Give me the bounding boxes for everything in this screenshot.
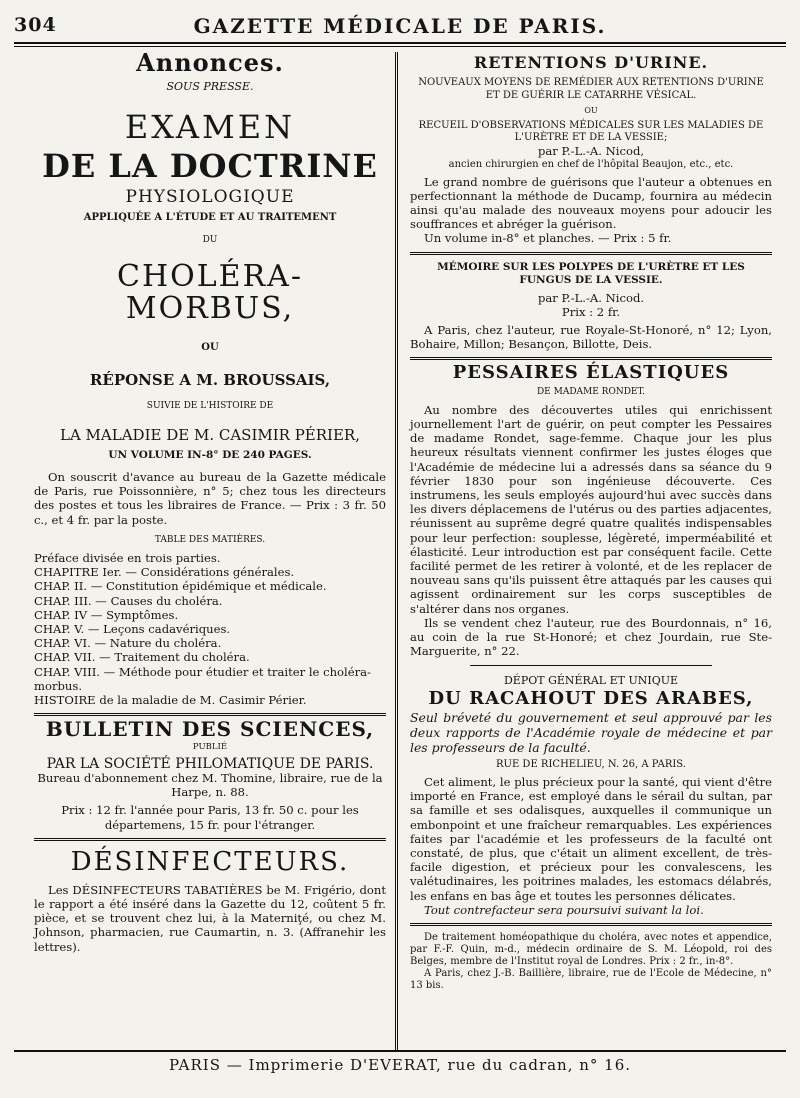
section-rule — [410, 252, 772, 255]
retentions-title: RETENTIONS D'URINE. — [473, 53, 709, 72]
cholera-title: CHOLÉRA-MORBUS, — [117, 259, 303, 327]
prix-bulletin: Prix : 12 fr. l'année pour Paris, 13 fr. 50 c. pour les départemens, 15 fr. pour l'étranger. — [61, 803, 359, 832]
running-header — [14, 12, 786, 42]
section-rule — [410, 357, 772, 360]
traitement-notice: De traitement homéopathique du choléra, avec notes et appendice, par F.-F. Quin, m-d., médecin ordinaire de S. M. Léopold, roi des Belges, membre de l'Institut royal de Londres. Prix : 2 fr., in-8°. — [410, 931, 772, 967]
table-of-contents — [34, 551, 386, 707]
volume-info: UN VOLUME IN-8° DE 240 PAGES. — [108, 448, 312, 461]
toc-item: CHAP. III. — Causes du choléra. — [34, 593, 223, 608]
pessaires-title: PESSAIRES ÉLASTIQUES — [452, 362, 730, 384]
ancien-chirurgien: ancien chirurgien en chef de l'hôpital Beaujon, etc., etc. — [448, 158, 734, 170]
paris-address: A Paris, chez l'auteur, rue Royale-St-Honoré, n° 12; Lyon, Bohaire, Millon; Besançon, Billotte, Deis. — [410, 323, 772, 352]
du-label: DU — [202, 234, 218, 245]
toc-item: CHAP. V. — Leçons cadavériques. — [34, 622, 231, 637]
header-rule — [14, 42, 786, 44]
bureau-text: Bureau d'abonnement chez M. Thomine, libraire, rue de la Harpe, n. 88. — [37, 770, 383, 800]
toc-item: CHAPITRE Ier. — Considérations générales. — [34, 565, 295, 580]
desinfecteurs-text: Les DÉSINFECTEURS TABATIÈRES be M. Frigério, dont le rapport a été inséré dans la Gazette du 12, coûtent 5 fr. pièce, et se trouvent chez lui, à la Materniţé, ou chez M. Johnson, pharmacien, rue Caumartin, n. 3. (Affranehir les lettres). — [34, 882, 386, 954]
vendent-text: Ils se vendent chez l'auteur, rue des Bourdonnais, n° 16, au coin de la rue St-Honoré; et chez Jourdain, rue Ste-Marguerite, n° 22. — [410, 615, 772, 659]
depot-label: DÉPOT GÉNÉRAL ET UNIQUE — [503, 673, 679, 687]
souscription-text: On souscrit d'avance au bureau de la Gazette médicale de Paris, rue Poissonnière, n° 5; chez tous les directeurs des postes et tous les libraires de France. — Prix : 3 fr. 50 c., et 4 fr. par la poste. — [34, 470, 386, 527]
section-rule — [470, 665, 712, 666]
left-column — [34, 48, 386, 954]
physiologique: PHYSIOLOGIQUE — [125, 187, 295, 208]
sous-presse: SOUS PRESSE. — [166, 80, 254, 94]
annonces-heading: Annonces. — [136, 48, 284, 77]
page-number: 304 — [14, 14, 57, 36]
suivie-label: SUIVIE DE L'HISTOIRE DE — [146, 401, 274, 412]
toc-item: CHAP. VII. — Traitement du choléra. — [34, 650, 250, 665]
section-rule — [410, 923, 772, 926]
toc-item: CHAP. VI. — Nature du choléra. — [34, 636, 222, 651]
bailliere-notice: A Paris, chez J.-B. Baillière, libraire, rue de l'Ecole de Médecine, n° 13 bis. — [410, 967, 772, 991]
toc-item: Préface divisée en trois parties. — [34, 551, 221, 566]
appliquee: APPLIQUÉE A L'ÉTUDE ET AU TRAITEMENT — [83, 211, 337, 223]
header-rule-thin — [14, 46, 786, 47]
reponse-title: RÉPONSE A M. BROUSSAIS, — [89, 371, 331, 390]
aliment-text: Cet aliment, le plus précieux pour la santé, qui vient d'être importé en France, est employé dans le sérail du sultan, par sa famille et ses odalisques, auxquelles il communique un embonpoint et une fraîcheur remarquables. Les expériences faites par l'académie et les professeurs de la faculté ont constaté, de plus, que c'était un aliment excellent, de très-facile digestion, et précieux pour les convalescens, les valétudinaires, les poitrines malades, les estomacs délabrés, les enfans en bas âge et toutes les personnes délicates. — [410, 774, 772, 903]
nouveaux-moyens: NOUVEAUX MOYENS DE REMÉDIER AUX RETENTIONS D'URINE ET DE GUÉRIR LE CATARRHE VÉSICAL. — [418, 77, 764, 102]
section-rule — [34, 713, 386, 716]
seul-breveté: Seul bréveté du gouvernement et seul approuvé par les deux rapports de l'Académie royale de médecine et par les professeurs de la faculté. — [410, 709, 772, 755]
pessaires-text: Au nombre des découvertes utiles qui enrichissent journellement l'art de guérir, on peut compter les Pessaires de madame Rondet, sage-femme. Chaque jour les plus heureux résultats viennent confirmer les justes éloges que l'Académie de médecine lui a adressés dans sa séance du 9 février 1830 pour son ingénieuse découverte. Ces instrumens, les seuls employés aujourd'hui avec succès dans les divers déplacemens de l'utérus ou des parties adjacentes, réunissent au suprême degré quatre qualités indispensables pour leur perfection: souplesse, légèreté, imperméabilité et élasticité. Leur introduction est par conséquent facile. Cette facilité permet de les retirer à volonté, et de les replacer de nouveau sans qu'ils puissent être attaqués par les causes qui agissent ordinairement sur les corps susceptibles de s'altérer dans nos organes. — [410, 402, 772, 616]
toc-item: CHAP. IV — Symptômes. — [34, 607, 179, 622]
author-nicod-2: par P.-L.-A. Nicod. — [537, 290, 645, 305]
guerisons-text: Le grand nombre de guérisons que l'auteur a obtenues en perfectionnant la méthode de Ducamp, fournira au médecin ainsi qu'au malade des nouveaux moyens pour adoucir les souffrances et abréger la guérison. — [410, 174, 772, 232]
imprint-footer: PARIS — Imprimerie D'EVERAT, rue du cadran, n° 16. — [168, 1056, 632, 1074]
toc-item: HISTOIRE de la maladie de M. Casimir Périer. — [34, 693, 307, 708]
journal-title: GAZETTE MÉDICALE DE PARIS. — [193, 14, 607, 38]
toc-item: CHAP. VIII. — Méthode pour étudier et traiter le choléra-morbus. — [34, 664, 371, 693]
bulletin-title: BULLETIN DES SCIENCES, — [45, 717, 375, 742]
recueil-text: RECUEIL D'OBSERVATIONS MÉDICALES SUR LES MALADIES DE L'URÈTRE ET DE LA VESSIE; — [418, 120, 764, 144]
table-title: TABLE DES MATIÈRES. — [154, 534, 266, 545]
column-divider — [395, 52, 398, 1052]
author-nicod: par P.-L.-A. Nicod, — [537, 144, 645, 159]
publie-label: PUBLIÉ — [192, 742, 228, 753]
ou-label-right: OU — [584, 106, 598, 116]
richelieu-address: RUE DE RICHELIEU, N. 26, A PARIS. — [496, 758, 686, 770]
footer-rule — [14, 1050, 786, 1052]
desinfecteurs-title: DÉSINFECTEURS. — [70, 846, 350, 877]
contrefacteur-text: Tout contrefacteur sera poursuivi suivant la loi. — [424, 902, 704, 917]
examen-title: EXAMEN — [124, 108, 296, 147]
toc-item: CHAP. II. — Constitution épidémique et médicale. — [34, 579, 327, 594]
ou-label: OU — [201, 342, 219, 354]
societe-title: PAR LA SOCIÉTÉ PHILOMATIQUE DE PARIS. — [46, 755, 374, 772]
memoire-title: MÉMOIRE SUR LES POLYPES DE L'URÈTRE ET LES FUNGUS DE LA VESSIE. — [437, 260, 745, 286]
maladie-title: LA MALADIE DE M. CASIMIR PÉRIER, — [60, 425, 360, 444]
racahout-title: DU RACAHOUT DES ARABES, — [428, 687, 754, 709]
right-column — [410, 52, 772, 992]
volume-price: Un volume in-8° et planches. — Prix : 5 fr. — [424, 231, 672, 246]
doctrine-title: DE LA DOCTRINE — [42, 147, 378, 186]
price-memoire: Prix : 2 fr. — [561, 304, 621, 319]
section-rule — [34, 838, 386, 841]
rondet-label: DE MADAME RONDET. — [536, 386, 646, 397]
